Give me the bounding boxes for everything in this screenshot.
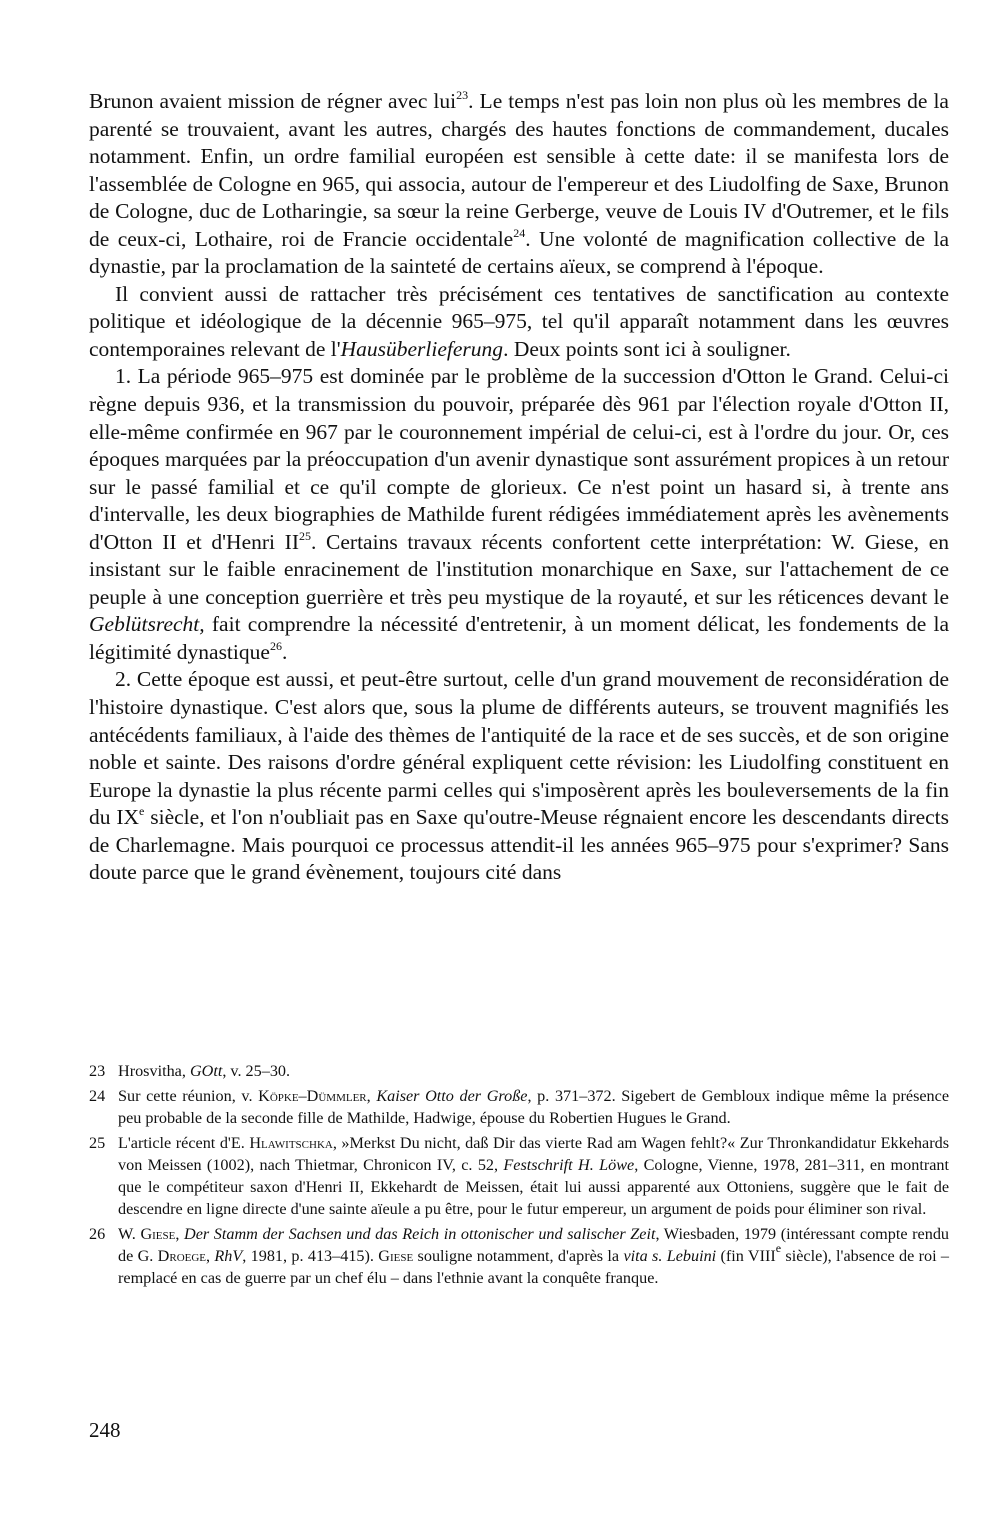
text-run: , p. 371–372. Sigebert de Gembloux indique même la présence peu probable de la seconde fille de Mathilde, Hadwige, épouse du Robertien Hugues le Grand.	[118, 1087, 950, 1127]
text-run: , v. 25–30.	[222, 1062, 291, 1080]
text-run: Brunon avaient mission de régner avec lui	[89, 89, 457, 113]
superscript: e	[139, 804, 145, 819]
superscript: e	[775, 1241, 782, 1255]
text-run: .	[281, 639, 288, 664]
italic-title: vita s. Lebuini	[623, 1247, 717, 1265]
paragraph-1	[89, 88, 949, 281]
footnote-text	[118, 1085, 949, 1129]
footnote-ref-23[interactable]: 23	[456, 88, 469, 102]
footnote-text	[118, 1060, 949, 1082]
author-name: Hlawitschka	[249, 1134, 333, 1152]
text-run: . Certains travaux récents confortent cette interprétation: W. Giese, en insistant sur le faible enracinement de l'institution monarchique en Saxe, sur l'attachement de ce peuple à une conception guerrière et très peu mystique de la royauté, et sur les réticences devant le	[89, 529, 950, 609]
text-run: . Le temps n'est pas loin non plus où les membres de la parenté se trouvaient, avant les autres, chargés des hautes fonctions de commandement, ducales notamment. Enfin, un ordre familial européen est sensible à cette date: il se manifesta lors de l'assemblée de Cologne en 965, qui associa, autour de l'empereur et des Liudolfing de Saxe, Brunon de Cologne, duc de Lotharingie, sa sœur la reine Gerberge, veuve de Louis IV d'Outremer, et le fils de ceux-ci, Lothaire, roi de Francie occidentale	[89, 89, 949, 251]
text-run: . Deux points sont ici à souligner.	[503, 336, 791, 361]
paragraph-2	[89, 281, 949, 364]
text-run: 2. Cette époque est aussi, et peut-être surtout, celle d'un grand mouvement de reconsidération de l'histoire dynastique. C'est alors que, sous la plume de différents auteurs, se trouvent magnifiés les antécédents familiaux, à l'aide des thèmes de l'antiquité de la race et de ses succès, et de son origine noble et sainte. Des raisons d'ordre général expliquent cette révision: les Liudolfing constituent en Europe la dynastie la plus récente parmi celles qui s'imposèrent après les bouleversements de la fin du IX	[89, 667, 949, 830]
text-run: souligne notamment, d'après la	[413, 1247, 624, 1265]
footnote-24	[89, 1085, 949, 1129]
paragraph-4	[89, 666, 949, 886]
paragraph-3	[89, 363, 949, 666]
text-run: . Une volonté de magnification collective de la dynastie, par la proclamation de la sainteté de certains aïeux, se comprend à l'époque.	[89, 226, 949, 279]
text-run: L'article récent d'E.	[118, 1134, 250, 1152]
text-run: ,	[206, 1247, 215, 1265]
footnote-text	[118, 1223, 949, 1289]
footnote-25	[89, 1132, 949, 1220]
footnote-number: 24	[89, 1087, 106, 1105]
text-run: 1. La période 965–975 est dominée par le problème de la succession d'Otton le Grand. Celui-ci règne depuis 936, et la transmission du pouvoir, préparée dès 961 par l'élection royale d'Otton II, elle-même confirmée en 967 par le couronnement impérial de celui-ci, est à l'ordre du jour. Or, ces époques marquées par la préoccupation d'un avenir dynastique sont assurément propices à un retour sur le passé familial et ce qu'il compte de glorieux. Ce n'est point un hasard si, à trente ans d'intervalle, les deux biographies de Mathilde furent rédigées immédiatement après les avènements d'Otton II et d'Henri II	[89, 364, 949, 554]
footnote-number: 25	[89, 1134, 106, 1152]
page-number: 248	[89, 1418, 121, 1442]
italic-title: GOtt	[189, 1062, 223, 1080]
footnote-number: 23	[89, 1062, 106, 1080]
author-name: Giese	[378, 1247, 414, 1265]
italic-title: Festschrift H. Löwe	[503, 1156, 635, 1174]
text-run: , 1981, p. 413–415).	[242, 1247, 379, 1265]
italic-title: Kaiser Otto der Große	[376, 1087, 528, 1105]
footnote-text	[118, 1132, 949, 1220]
footnote-ref-25[interactable]: 25	[299, 528, 311, 543]
text-run: Hrosvitha,	[118, 1062, 190, 1080]
text-run: Sur cette réunion, v.	[118, 1087, 259, 1105]
italic-term: Hausüberlieferung	[340, 336, 504, 361]
footnote-23	[89, 1060, 949, 1082]
footnote-ref-24[interactable]: 24	[513, 225, 526, 240]
footnote-26	[89, 1223, 949, 1289]
text-run: fait comprendre la nécessité d'entretenir, à un moment délicat, les fondements de la légitimité dynastique	[89, 612, 949, 664]
text-run: , »Merkst Du nicht, daß Dir das vierte Rad am Wagen fehlt?« Zur Thronkandidatur Ekkehards von Meissen (1002), nach Thietmar, Chronicon IV, c. 52,	[118, 1134, 949, 1174]
text-run: ,	[175, 1225, 185, 1243]
author-name: Köpke–Dümmler	[258, 1087, 367, 1105]
main-text	[89, 88, 949, 887]
author-name: W. Giese	[118, 1225, 176, 1243]
footnote-number: 26	[89, 1225, 106, 1243]
italic-term: Geblütsrecht,	[89, 612, 205, 637]
footnotes	[89, 1060, 949, 1292]
text-run: siècle, et l'on n'oubliait pas en Saxe qu'outre-Meuse régnaient encore les descendants directs de Charlemagne. Mais pourquoi ce processus attendit-il les années 965–975 pour s'exprimer? Sans doute parce que le grand évènement, toujours cité dans	[89, 805, 950, 885]
footnote-ref-26[interactable]: 26	[269, 638, 282, 653]
author-name: Droege	[157, 1247, 207, 1265]
text-run: siècle), l'absence de roi – remplacé en cas de guerre par un chef élu – dans l'ethnie avant la conquête franque.	[118, 1247, 950, 1287]
italic-title: Der Stamm der Sachsen und das Reich in ottonischer und salischer Zeit	[184, 1225, 656, 1243]
text-run: , Cologne, Vienne, 1978, 281–311, en montrant que le compétiteur saxon d'Henri II, Ekkehardt de Meissen, était lui aussi apparenté aux Ottoniens, suggère que le fait de descendre en ligne directe d'une sainte aïeule a pu être, pour le futur empereur, un argument de poids pour éliminer son rival.	[118, 1156, 950, 1218]
text-run: , Wiesbaden, 1979 (intéressant compte rendu de G.	[118, 1225, 950, 1265]
text-run: (fin VIII	[716, 1247, 776, 1265]
text-run: ,	[366, 1087, 377, 1105]
italic-title: RhV	[214, 1247, 243, 1265]
text-run: Il convient aussi de rattacher très précisément ces tentatives de sanctification au contexte politique et idéologique de la décennie 965–975, tel qu'il apparaît notamment dans les œuvres contemporaines relevant de l'	[89, 281, 949, 361]
